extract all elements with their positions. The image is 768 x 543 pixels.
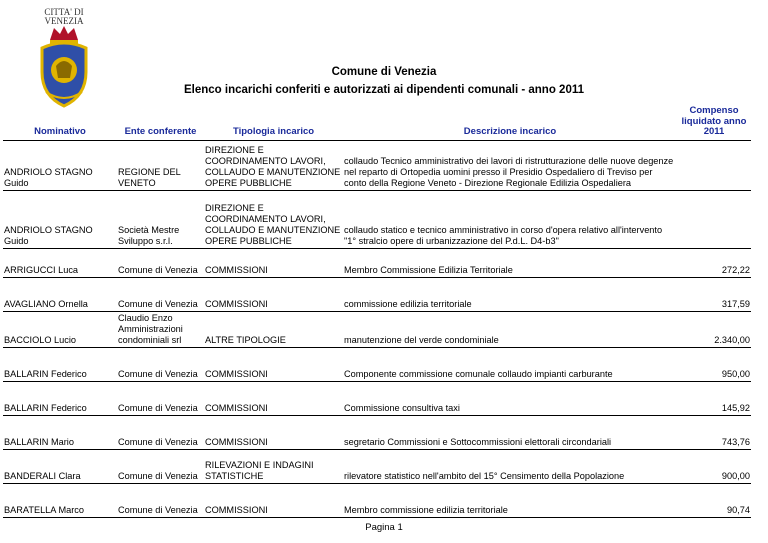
cell-tipologia: COMMISSIONI xyxy=(204,415,343,449)
cell-nominativo: ARRIGUCCI Luca xyxy=(3,248,117,277)
cell-compenso: 950,00 xyxy=(677,347,751,381)
table-row xyxy=(3,311,751,347)
cell-descrizione: manutenzione del verde condominiale xyxy=(343,311,677,347)
cell-ente: Comune di Venezia xyxy=(117,347,204,381)
column-header-descrizione: Descrizione incarico xyxy=(343,106,677,140)
cell-tipologia: DIREZIONE E COORDINAMENTO LAVORI, COLLAUDO E MANUTENZIONE OPERE PUBBLICHE xyxy=(204,140,343,190)
cell-descrizione: collaudo Tecnico amministrativo dei lavori di ristrutturazione delle nuove degenze nel reparto di Ortopedia uomini presso il Presidio Ospedaliero di Treviso per conto della Regione Veneto - Direzione Regionale Edilizia Ospedaliera xyxy=(343,140,677,190)
column-header-tipologia: Tipologia incarico xyxy=(204,106,343,140)
cell-compenso: 145,92 xyxy=(677,381,751,415)
page-subtitle: Elenco incarichi conferiti e autorizzati ai dipendenti comunali - anno 2011 xyxy=(183,84,585,96)
cell-descrizione: commissione edilizia territoriale xyxy=(343,277,677,311)
cell-nominativo: BALLARIN Federico xyxy=(3,347,117,381)
column-header-ente: Ente conferente xyxy=(117,106,204,140)
cell-compenso: 2.340,00 xyxy=(677,311,751,347)
cell-tipologia: COMMISSIONI xyxy=(204,347,343,381)
cell-tipologia: ALTRE TIPOLOGIE xyxy=(204,311,343,347)
table-row xyxy=(3,483,751,517)
cell-nominativo: BALLARIN Mario xyxy=(3,415,117,449)
cell-descrizione: rilevatore statistico nell'ambito del 15° Censimento della Popolazione xyxy=(343,449,677,483)
cell-ente: Claudio Enzo Amministrazioni condominiali srl xyxy=(117,311,204,347)
cell-nominativo: ANDRIOLO STAGNO Guido xyxy=(3,190,117,248)
cell-tipologia: COMMISSIONI xyxy=(204,483,343,517)
logo-line-2: VENEZIA xyxy=(44,16,84,26)
cell-ente: Comune di Venezia xyxy=(117,381,204,415)
cell-tipologia: RILEVAZIONI E INDAGINI STATISTICHE xyxy=(204,449,343,483)
cell-compenso: 317,59 xyxy=(677,277,751,311)
cell-nominativo: BARATELLA Marco xyxy=(3,483,117,517)
cell-tipologia: COMMISSIONI xyxy=(204,248,343,277)
cell-nominativo: ANDRIOLO STAGNO Guido xyxy=(3,140,117,190)
page-title: Comune di Venezia xyxy=(331,66,437,78)
cell-ente: Comune di Venezia xyxy=(117,277,204,311)
cell-nominativo: AVAGLIANO Ornella xyxy=(3,277,117,311)
cell-ente: Comune di Venezia xyxy=(117,248,204,277)
logo-line-1: CITTA' DI xyxy=(44,7,84,17)
cell-descrizione: Commissione consultiva taxi xyxy=(343,381,677,415)
column-header-compenso: Compenso liquidato anno 2011 xyxy=(677,106,751,140)
column-header-nominativo: Nominativo xyxy=(3,106,117,140)
cell-ente: Comune di Venezia xyxy=(117,449,204,483)
cell-descrizione: Membro Commissione Edilizia Territoriale xyxy=(343,248,677,277)
incarichi-table xyxy=(3,106,751,518)
cell-ente: Comune di Venezia xyxy=(117,415,204,449)
cell-compenso xyxy=(677,140,751,190)
cell-descrizione: Componente commissione comunale collaudo impianti carburante xyxy=(343,347,677,381)
page-number: Pagina 1 xyxy=(365,522,403,533)
table-row xyxy=(3,347,751,381)
cell-compenso: 272,22 xyxy=(677,248,751,277)
table-row xyxy=(3,277,751,311)
cell-compenso: 90,74 xyxy=(677,483,751,517)
cell-compenso: 900,00 xyxy=(677,449,751,483)
cell-nominativo: BALLARIN Federico xyxy=(3,381,117,415)
cell-tipologia: DIREZIONE E COORDINAMENTO LAVORI, COLLAUDO E MANUTENZIONE OPERE PUBBLICHE xyxy=(204,190,343,248)
table-header-row xyxy=(3,106,751,140)
cell-compenso xyxy=(677,190,751,248)
cell-tipologia: COMMISSIONI xyxy=(204,277,343,311)
table-row xyxy=(3,248,751,277)
cell-descrizione: Membro commissione edilizia territoriale xyxy=(343,483,677,517)
table-row xyxy=(3,190,751,248)
cell-ente: Società Mestre Sviluppo s.r.l. xyxy=(117,190,204,248)
table-row xyxy=(3,415,751,449)
table-row xyxy=(3,449,751,483)
cell-descrizione: segretario Commissioni e Sottocommissioni elettorali circondariali xyxy=(343,415,677,449)
cell-ente: REGIONE DEL VENETO xyxy=(117,140,204,190)
cell-nominativo: BANDERALI Clara xyxy=(3,449,117,483)
cell-nominativo: BACCIOLO Lucio xyxy=(3,311,117,347)
cell-tipologia: COMMISSIONI xyxy=(204,381,343,415)
cell-ente: Comune di Venezia xyxy=(117,483,204,517)
cell-compenso: 743,76 xyxy=(677,415,751,449)
cell-descrizione: collaudo statico e tecnico amministrativo in corso d'opera relativo all'intervento "1° stralcio opere di urbanizzazione del P.d.L. D4-b3" xyxy=(343,190,677,248)
table-row xyxy=(3,140,751,190)
table-row xyxy=(3,381,751,415)
